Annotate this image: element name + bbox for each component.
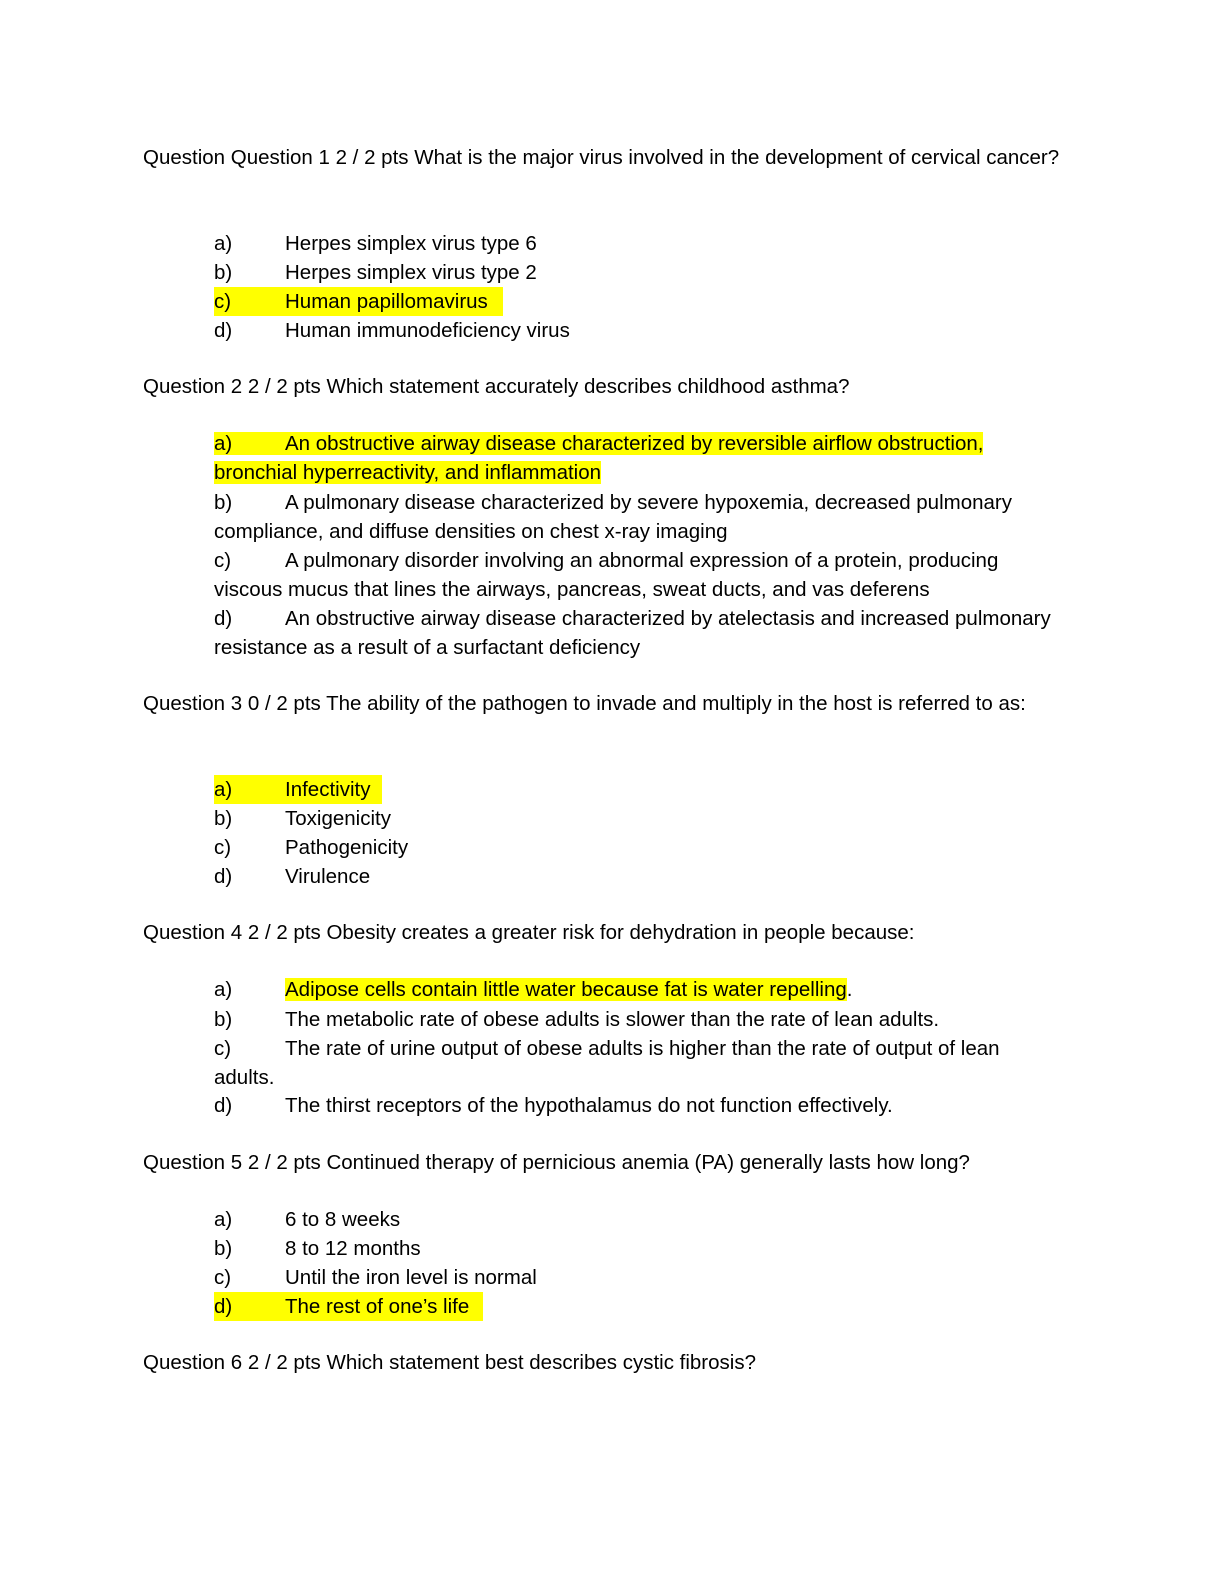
question-6-prompt: Question 6 2 / 2 pts Which statement best describes cystic fibrosis? [143, 1351, 756, 1374]
question-2-option-c: c) A pulmonary disorder involving an abnormal expression of a protein, producing viscous mucus that lines the airways, pancreas, sweat ducts, and vas deferens [214, 549, 999, 601]
question-2-prompt: Question 2 2 / 2 pts Which statement accurately describes childhood asthma? [143, 375, 850, 398]
question-2-option-b: b) A pulmonary disease characterized by severe hypoxemia, decreased pulmonary compliance, and diffuse densities on chest x-ray imaging [214, 491, 1012, 543]
question-3-option-a-highlighted: a) Infectivity [214, 775, 382, 804]
question-4-option-c: c) The rate of urine output of obese adults is higher than the rate of output of lean adults. [214, 1037, 1000, 1089]
question-1-prompt: Question Question 1 2 / 2 pts What is the major virus involved in the development of cervical cancer? [143, 146, 1060, 169]
question-4-option-a-highlighted-text: Adipose cells contain little water because fat is water repelling [285, 978, 847, 1001]
question-3-prompt: Question 3 0 / 2 pts The ability of the pathogen to invade and multiply in the host is referred to as: [143, 692, 1026, 715]
question-5-option-d-highlighted: d) The rest of one’s life [214, 1292, 483, 1321]
question-2-option-a-highlighted: a) An obstructive airway disease characterized by reversible airflow obstruction, bronchial hyperreactivity, and inflammation [214, 432, 984, 484]
question-5-prompt: Question 5 2 / 2 pts Continued therapy of pernicious anemia (PA) generally lasts how long? [143, 1151, 970, 1174]
document-page: Question Question 1 2 / 2 pts What is the major virus involved in the development of cervical cancer? a) Herpes simplex virus type 6 b) Herpes simplex virus type 2 c) Human papillomavirus d) Human immunodeficiency virus Question 2 2 / 2 pts Which statement accurately describes childhood asthma? a) An obstructive airway disease characterized by reversible airflow obstruction, bronchial hyperreactivity, and inflammation b) A pulmonary disease characterized by severe hypoxemia, decreased pulmonary compliance, and diffuse densities on chest x-ray imaging c) A pulmonary disorder involving an abnormal expression of a protein, producing viscous mucus that lines the airways, pancreas, sweat ducts, and vas deferens d) An obstructive airway disease characterized by atelectasis and increased pulmonary resistance as a result of a surfactant deficiency Question 3 0 / 2 pts The ability of the pathogen to invade and multiply in the host is referred to as: a) Infectivity b) Toxigenicity c) Pathogenicity d) Virulence Question 4 2 / 2 pts Obesity creates a greater risk for dehydration in people because: a) Adipose cells contain little water because fat is water repelling. b) The metabolic rate of obese adults is slower than the rate of lean adults. c) The rate of urine output of obese adults is higher than the rate of output of lean adults. d) The thirst receptors of the hypothalamus do not function effectively. Question 5 2 / 2 pts Continued therapy of pernicious anemia (PA) generally lasts how long? a) 6 to 8 weeks b) 8 to 12 months c) Until the iron level is normal d) The rest of one’s life Question 6 2 / 2 pts Which statement best describes cystic fibrosis? [0, 0, 1224, 1584]
question-2-option-d: d) An obstructive airway disease characterized by atelectasis and increased pulmonary resistance as a result of a surfactant deficiency [214, 607, 1051, 659]
question-1-option-c-highlighted: c) Human papillomavirus [214, 287, 503, 316]
question-4-prompt: Question 4 2 / 2 pts Obesity creates a greater risk for dehydration in people because: [143, 921, 915, 944]
